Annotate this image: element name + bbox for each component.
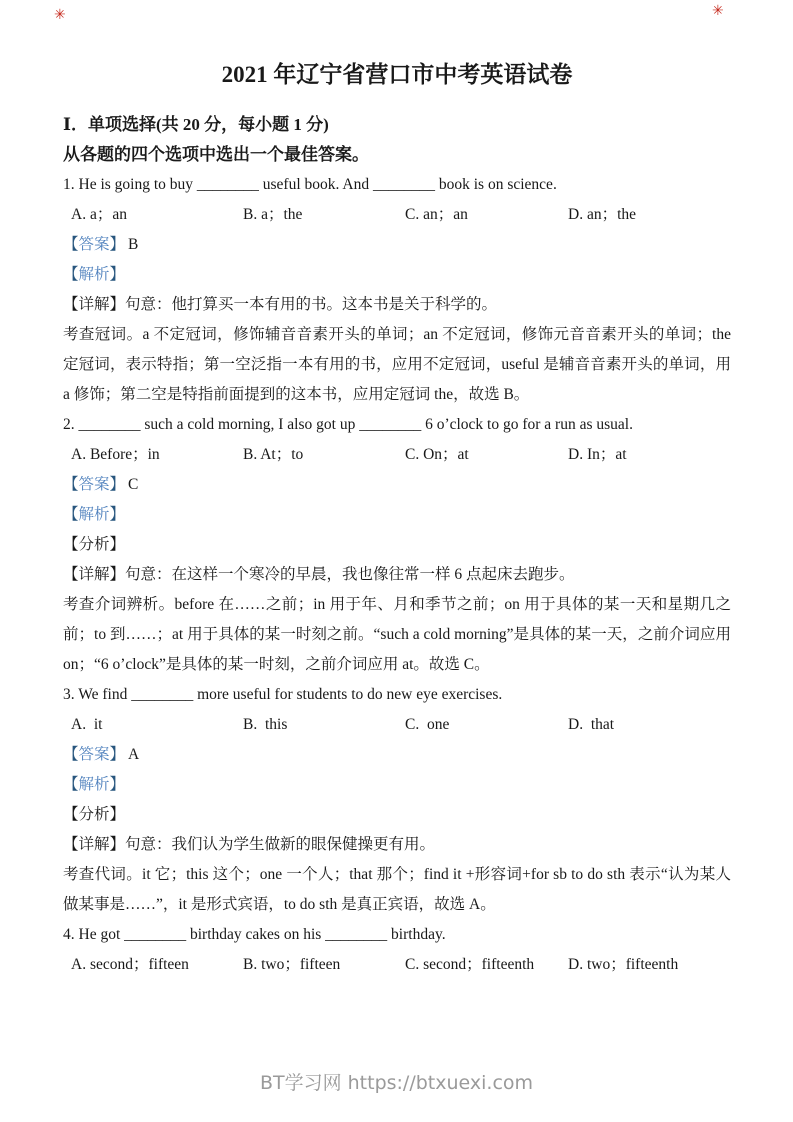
question-2-detail-analysis: 考查介词辨析。before 在……之前；in 用于年、月和季节之前；on 用于具体的某一天和星期几之前；to 到……；at 用于具体的某一时刻之前。“such a cold morning”是具体的某一天，之前介词应用 on；“6 o’clock”是具体的某一时刻，之前介词应用 at。故选 C。 (63, 596, 731, 673)
question-3-option-c: C. one (405, 716, 450, 733)
question-3-answer-line (63, 740, 731, 770)
jiexi-label-bracket: 【 (63, 266, 79, 283)
question-2-answer-line (63, 470, 731, 500)
question-2-option-b: B. At；to (243, 446, 304, 463)
question-2-options (63, 440, 731, 470)
answer-label: 答案 (78, 236, 110, 253)
jiexi-label-bracket: 【 (63, 776, 79, 793)
question-2-fenxi-line: 【分析】 (63, 536, 126, 553)
question-1-option-d: D. an；the (568, 206, 637, 223)
question-1-jiexi-line (63, 260, 731, 290)
answer-label: 答案 (78, 746, 110, 763)
page-title: 2021 年辽宁省营口市中考英语试卷 (221, 62, 573, 87)
answer-letter: C (128, 476, 139, 493)
red-mark-icon-left: ✳ (54, 7, 66, 23)
section-heading: Ⅰ．单项选择(共 20 分，每小题 1 分) (63, 115, 329, 134)
jiexi-label-bracket: 】 (109, 506, 126, 523)
jiexi-label-bracket: 】 (109, 266, 126, 283)
question-2-option-a: A. Before；in (71, 446, 160, 463)
question-3-option-b: B. this (243, 716, 288, 733)
answer-letter: A (128, 746, 140, 763)
question-4-stem: 4. He got ________ birthday cakes on his ________ birthday. (63, 926, 446, 943)
answer-label-bracket: 【 (63, 746, 79, 763)
question-3-option-d: D. that (568, 716, 615, 733)
question-4-option-c: C. second；fifteenth (405, 956, 535, 973)
question-1-option-b: B. a；the (243, 206, 303, 223)
question-1-answer-line (63, 230, 731, 260)
question-4-option-b: B. two；fifteen (243, 956, 341, 973)
red-mark-icon-right: ✳ (712, 3, 724, 19)
question-3-options (63, 710, 731, 740)
answer-label: 答案 (78, 476, 110, 493)
question-3-option-a: A. it (71, 716, 103, 733)
answer-label-bracket: 【 (63, 476, 79, 493)
question-4-option-a: A. second；fifteen (71, 956, 189, 973)
question-3-detail-sentence: 【详解】句意：我们认为学生做新的眼保健操更有用。 (63, 836, 436, 853)
question-2-jiexi-line (63, 500, 731, 530)
answer-label-bracket: 】 (109, 746, 126, 763)
answer-label-bracket: 【 (63, 236, 79, 253)
question-4-option-d: D. two；fifteenth (568, 956, 679, 973)
question-2-detail-sentence: 【详解】句意：在这样一个寒冷的早晨，我也像往常一样 6 点起床去跑步。 (63, 566, 575, 583)
jiexi-label: 解析 (78, 776, 110, 793)
question-3-jiexi-line (63, 770, 731, 800)
question-2-option-c: C. On；at (405, 446, 469, 463)
jiexi-label: 解析 (78, 506, 110, 523)
question-3-stem: 3. We find ________ more useful for students to do new eye exercises. (63, 686, 503, 703)
question-2-option-d: D. In；at (568, 446, 627, 463)
question-1-detail-sentence: 【详解】句意：他打算买一本有用的书。这本书是关于科学的。 (63, 296, 498, 313)
question-1-detail-analysis: 考查冠词。a 不定冠词，修饰辅音音素开头的单词；an 不定冠词，修饰元音音素开头的单词；the 定冠词，表示特指；第一空泛指一本有用的书，应用不定冠词，useful 是辅音音素开头的单词，用 a 修饰；第二空是特指前面提到的这本书，应用定冠词 the，故选 B。 (63, 326, 731, 403)
section-instruction: 从各题的四个选项中选出一个最佳答案。 (63, 145, 369, 164)
question-3-fenxi-line: 【分析】 (63, 806, 126, 823)
question-1-stem: 1. He is going to buy ________ useful book. And ________ book is on science. (63, 176, 557, 193)
question-1-option-c: C. an；an (405, 206, 468, 223)
answer-letter: B (128, 236, 139, 253)
question-3-detail-analysis: 考查代词。it 它；this 这个；one 一个人；that 那个；find it +形容词+for sb to do sth 表示“认为某人做某事是……”，it 是形式宾语，to do sth 是真正宾语，故选 A。 (63, 866, 731, 913)
jiexi-label: 解析 (78, 266, 110, 283)
jiexi-label-bracket: 【 (63, 506, 79, 523)
answer-label-bracket: 】 (109, 476, 126, 493)
question-4-options (63, 950, 731, 980)
question-2-stem: 2. ________ such a cold morning, I also got up ________ 6 o’clock to go for a run as usual. (63, 416, 633, 433)
question-1-options (63, 200, 731, 230)
jiexi-label-bracket: 】 (109, 776, 126, 793)
site-watermark: BT学习网 https://btxuexi.com (259, 1072, 534, 1094)
answer-label-bracket: 】 (109, 236, 126, 253)
question-1-option-a: A. a；an (71, 206, 127, 223)
